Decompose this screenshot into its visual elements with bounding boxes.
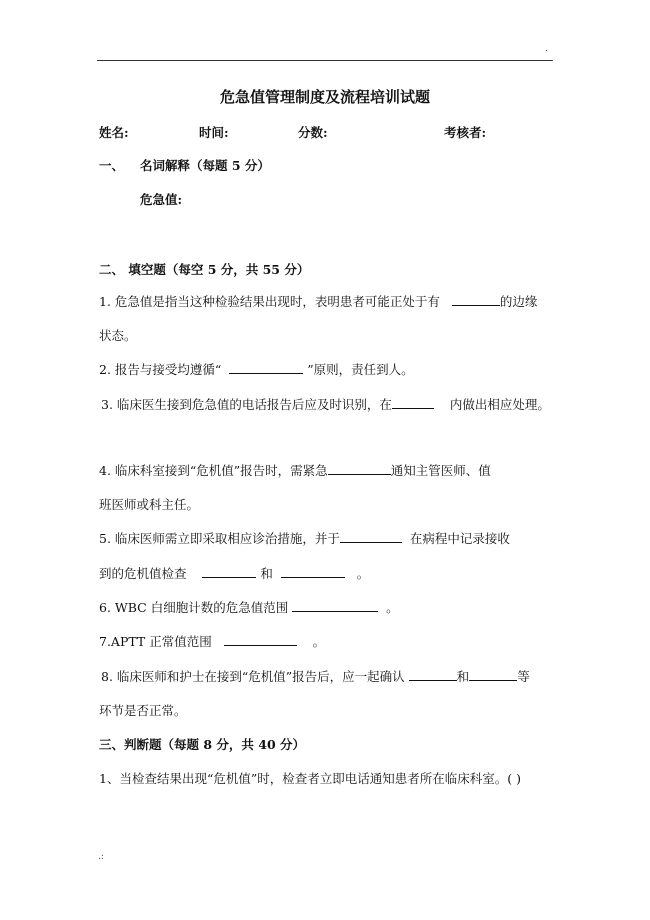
q2-text-a: 2. 报告与接受均遵循“: [99, 362, 222, 377]
q5-blank-3[interactable]: [281, 565, 345, 578]
q7-text-b: 。: [312, 634, 326, 649]
q3-blank[interactable]: [392, 396, 434, 409]
q3-text-b: 内做出相应处理。: [449, 397, 550, 412]
section1-number: 一、: [99, 158, 125, 173]
q3-text-a: 3. 临床医生接到危急值的电话报告后应及时识别，在: [101, 397, 392, 412]
q2-text-b: ”原则，责任到人。: [307, 362, 414, 377]
q8-text-a: 8. 临床医师和护士在接到“危机值”报告后，应一起确认: [101, 669, 405, 684]
q8-blank-1[interactable]: [409, 668, 457, 681]
q8-blank-2[interactable]: [469, 668, 517, 681]
q1-text-a: 1. 危急值是指当这种检验结果出现时，表明患者可能正处于有: [99, 294, 440, 309]
q5-blank-1[interactable]: [340, 530, 402, 543]
q8-text-b: 和: [456, 669, 470, 684]
term-critical-value: 危急值:: [140, 192, 183, 207]
time-label: 时间:: [199, 125, 229, 140]
question-2-4: [99, 462, 491, 480]
footer-mark: .:: [98, 852, 104, 862]
q8-text-c: 等: [517, 669, 530, 684]
q5-text-b: 在病程中记录接收: [409, 531, 510, 546]
header-mark: .: [545, 44, 548, 54]
q5-blank-2[interactable]: [202, 565, 256, 578]
q6-text-a: 6. WBC 白细胞计数的危急值范围: [99, 600, 289, 615]
q5-text-a: 5. 临床医师需立即采取相应诊治措施，并于: [99, 531, 340, 546]
q4-text-b: 通知主管医师、值: [390, 463, 491, 478]
score-label: 分数:: [298, 125, 328, 140]
q4-blank[interactable]: [328, 462, 391, 475]
q5-text-c: 到的危机值检查: [99, 566, 187, 581]
reviewer-label: 考核者:: [444, 125, 487, 140]
q5-text-d: 和: [260, 566, 273, 581]
q2-blank[interactable]: [229, 361, 303, 374]
q7-text-a: 7.APTT 正常值范围: [99, 634, 212, 649]
question-2-1-cont: 状态。: [99, 328, 137, 343]
question-2-1: [99, 293, 537, 311]
question-2-5: [99, 530, 510, 548]
q1-text-b: 的边缘: [499, 294, 538, 309]
exam-title: 危急值管理制度及流程培训试题: [219, 88, 430, 106]
q7-blank[interactable]: [224, 633, 297, 646]
q6-blank[interactable]: [292, 599, 378, 612]
question-2-7: [99, 633, 325, 651]
question-2-3: [101, 396, 550, 414]
question-2-6: [99, 599, 399, 617]
question-2-8: [101, 668, 530, 686]
section3-heading: 三、判断题（每题 8 分，共 40 分）: [99, 737, 306, 752]
section1-heading: 名词解释（每题 5 分）: [140, 158, 270, 173]
header-rule: [97, 60, 553, 61]
section2-heading: 二、 填空题（每空 5 分，共 55 分）: [99, 262, 310, 277]
q1-blank[interactable]: [452, 293, 500, 306]
question-3-1: 1、当检查结果出现“危机值”时，检查者立即电话通知患者所在临床科室。( ): [99, 771, 521, 786]
question-2-2: [99, 361, 414, 379]
name-label: 姓名:: [99, 125, 129, 140]
q5-text-e: 。: [356, 566, 370, 581]
q4-text-a: 4. 临床科室接到“危机值”报告时，需紧急: [99, 463, 328, 478]
q6-text-b: 。: [386, 600, 399, 615]
question-2-8-cont: 环节是否正常。: [99, 703, 187, 718]
question-2-4-cont: 班医师或科主任。: [99, 497, 200, 512]
question-2-5-cont: [99, 565, 369, 583]
